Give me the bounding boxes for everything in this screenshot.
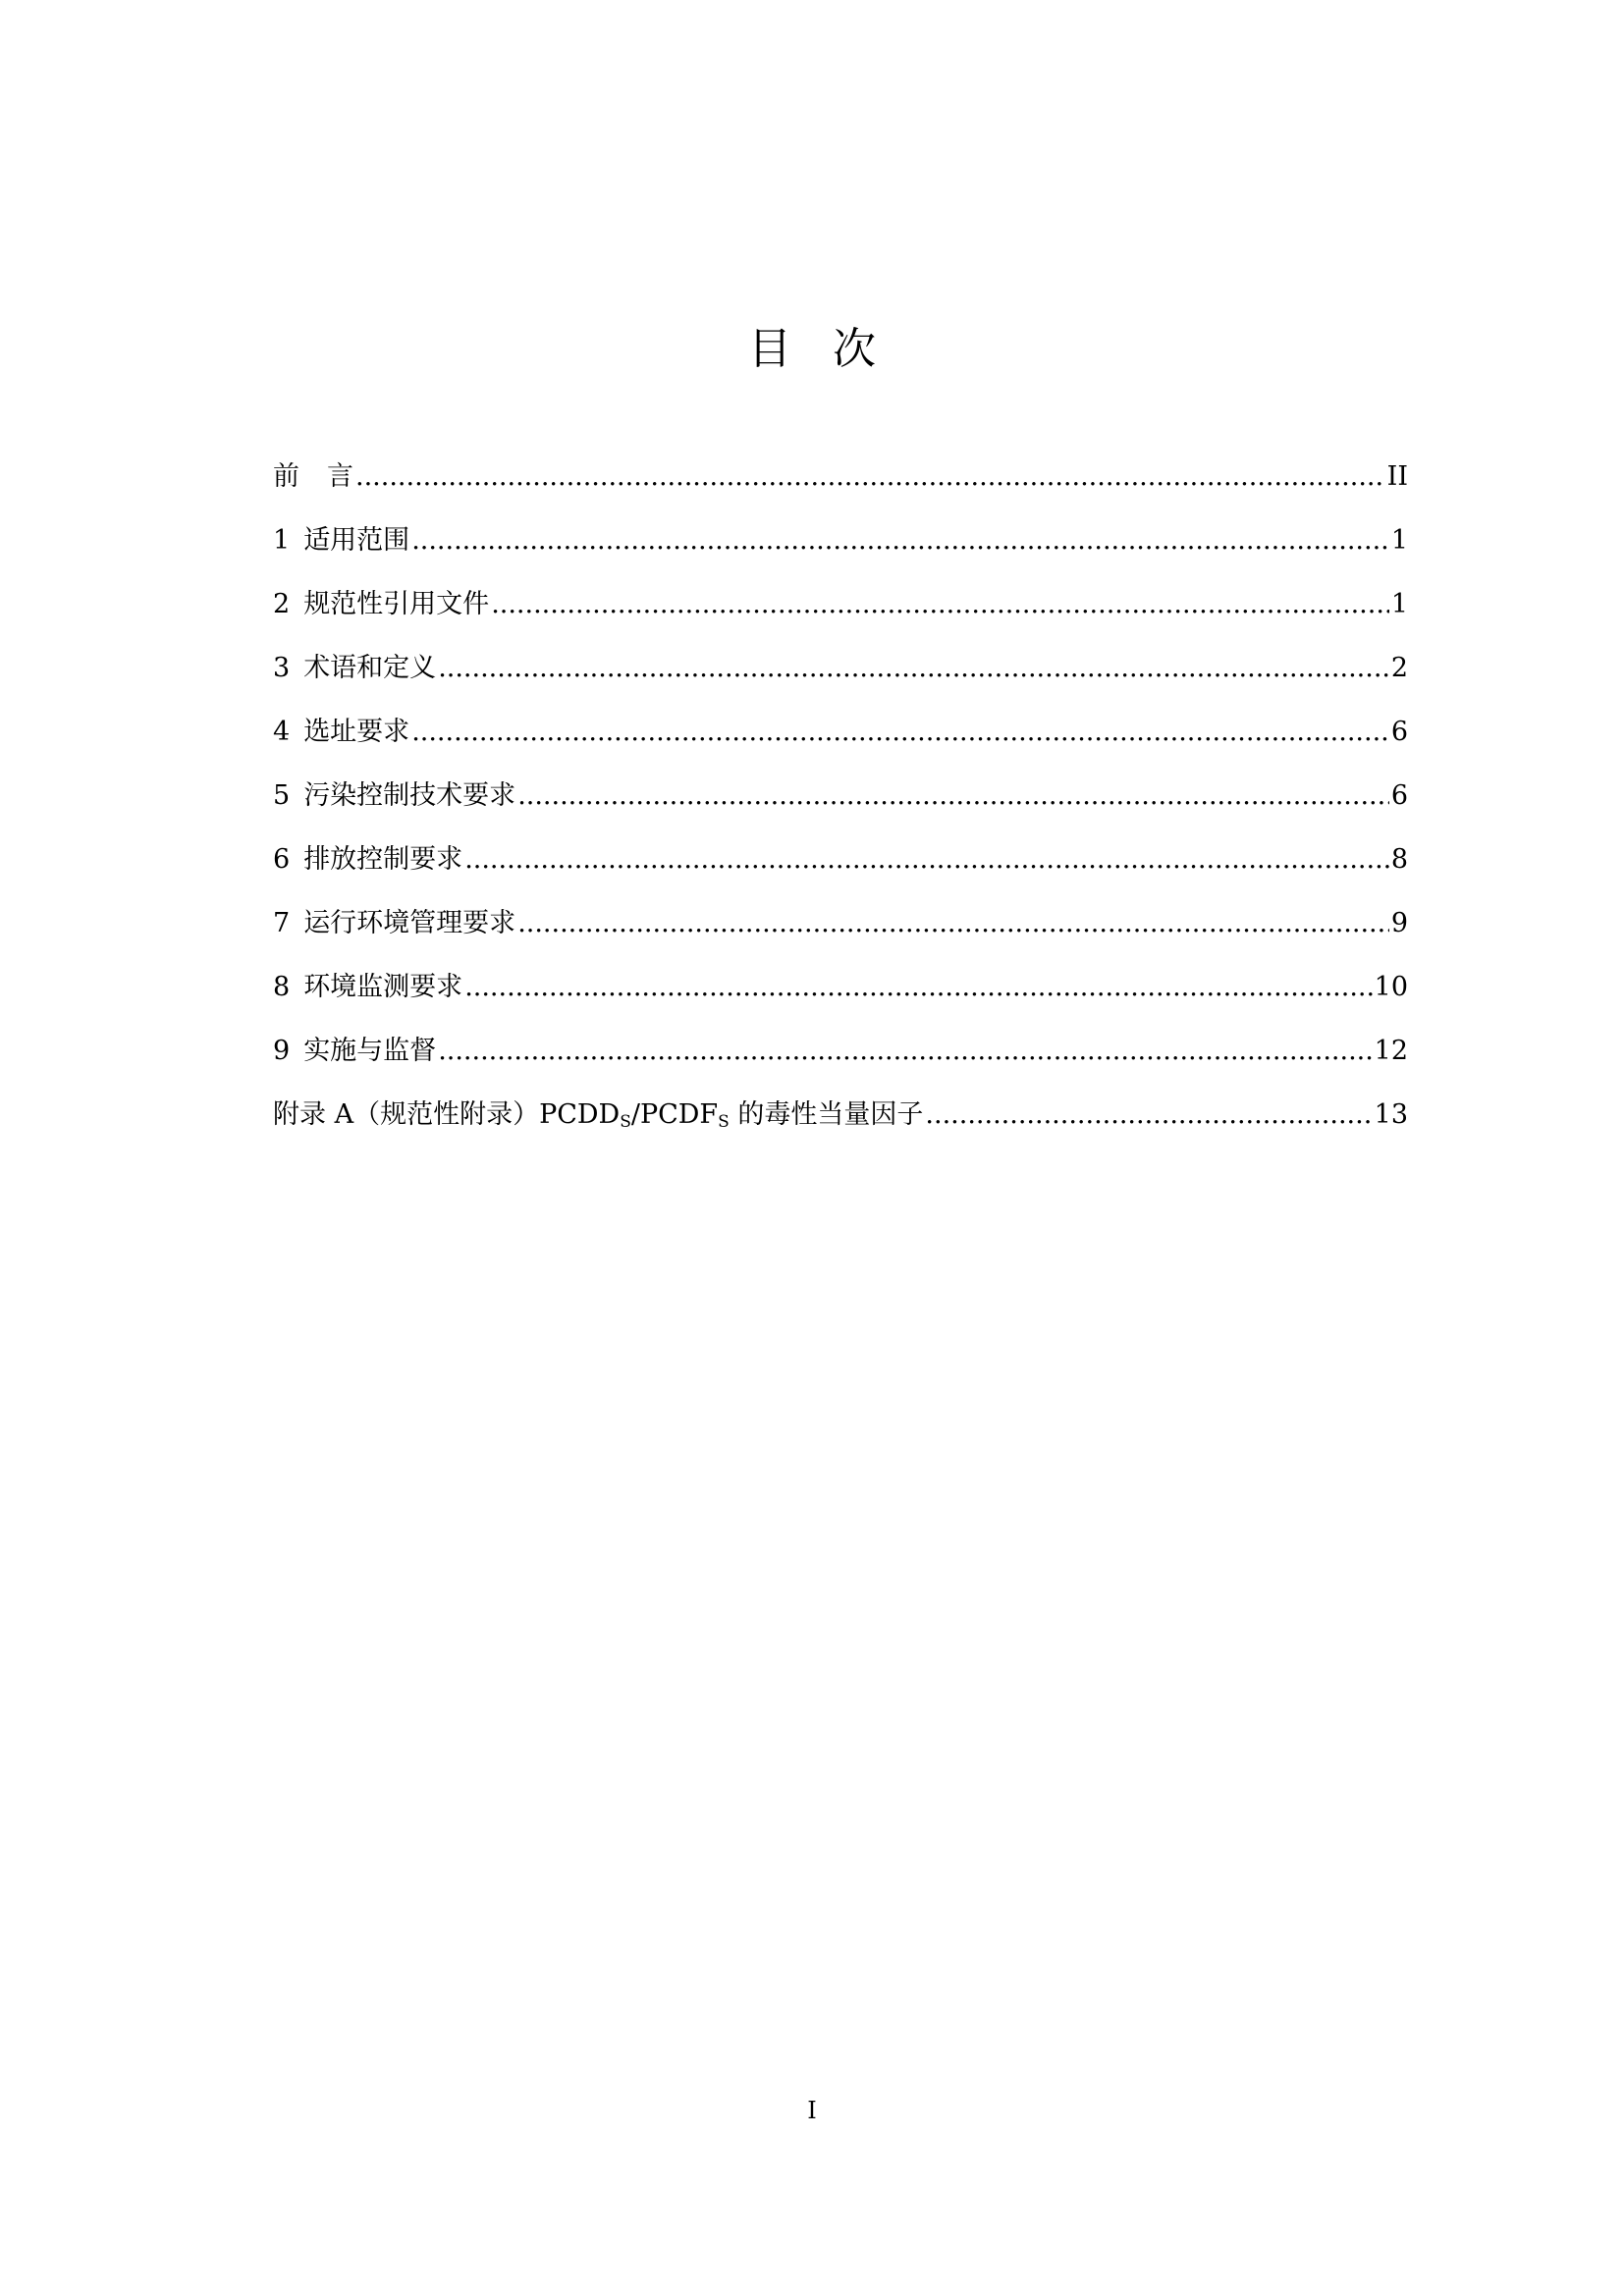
toc-entry-3[interactable] <box>273 649 1408 713</box>
toc-entry-page: 2 <box>1390 653 1408 683</box>
toc-leader-dots <box>438 649 1389 688</box>
toc-entry-2[interactable] <box>273 585 1408 649</box>
toc-entry-8[interactable] <box>273 968 1408 1032</box>
toc-entry-label: 术语和定义 <box>303 653 437 683</box>
toc-entry-number: 6 <box>273 844 291 875</box>
toc-entry-label: 规范性引用文件 <box>303 589 490 619</box>
toc-entry-label: 适用范围 <box>303 525 410 556</box>
toc-leader-dots <box>438 1032 1372 1071</box>
toc-entry-appendix-a[interactable] <box>273 1095 1408 1159</box>
toc-entry-label: 实施与监督 <box>303 1036 437 1066</box>
toc-entry-page: II <box>1386 461 1408 492</box>
toc-entry-label: 污染控制技术要求 <box>303 780 516 811</box>
toc-entry-6[interactable] <box>273 840 1408 904</box>
toc-entry-7[interactable] <box>273 904 1408 968</box>
toc-leader-dots <box>925 1095 1372 1135</box>
toc-leader-dots <box>355 457 1385 497</box>
toc-entry-page: 6 <box>1390 717 1408 747</box>
toc-entry-1[interactable] <box>273 521 1408 585</box>
toc-leader-dots <box>517 776 1389 816</box>
toc-leader-dots <box>517 904 1389 943</box>
toc-entry-9[interactable] <box>273 1032 1408 1095</box>
toc-leader-dots <box>464 840 1389 880</box>
page-number: I <box>807 2097 817 2124</box>
toc-entry-page: 1 <box>1390 525 1408 556</box>
toc-entry-preface[interactable] <box>273 457 1408 521</box>
toc-entry-number: 3 <box>273 653 291 683</box>
toc-entry-label: 附录 A（规范性附录）$PCDD_S/PCDF_S$ 的毒性当量因子 <box>273 1099 924 1132</box>
table-of-contents <box>273 457 1408 1159</box>
toc-entry-number: 7 <box>273 908 291 938</box>
toc-leader-dots <box>491 585 1389 624</box>
toc-entry-page: 8 <box>1390 844 1408 875</box>
toc-entry-page: 10 <box>1374 972 1408 1002</box>
toc-entry-number: 8 <box>273 972 291 1002</box>
toc-entry-page: 13 <box>1374 1099 1408 1130</box>
toc-entry-number: 1 <box>273 525 291 556</box>
toc-entry-number: 2 <box>273 589 291 619</box>
toc-entry-page: 9 <box>1390 908 1408 938</box>
toc-leader-dots <box>464 968 1372 1007</box>
toc-entry-4[interactable] <box>273 713 1408 776</box>
toc-entry-number: 5 <box>273 780 291 811</box>
toc-entry-5[interactable] <box>273 776 1408 840</box>
toc-entry-number: 4 <box>273 717 291 747</box>
toc-leader-dots <box>411 521 1389 561</box>
page-title: 目次 <box>748 324 917 374</box>
toc-entry-label: 选址要求 <box>303 717 410 747</box>
toc-entry-label: 运行环境管理要求 <box>303 908 516 938</box>
toc-entry-page: 12 <box>1374 1036 1408 1066</box>
toc-entry-page: 1 <box>1390 589 1408 619</box>
toc-entry-label: 排放控制要求 <box>303 844 463 875</box>
toc-entry-label: 前 言 <box>273 461 353 492</box>
toc-entry-page: 6 <box>1390 780 1408 811</box>
toc-entry-label: 环境监测要求 <box>303 972 463 1002</box>
toc-leader-dots <box>411 713 1389 752</box>
toc-entry-number: 9 <box>273 1036 291 1066</box>
